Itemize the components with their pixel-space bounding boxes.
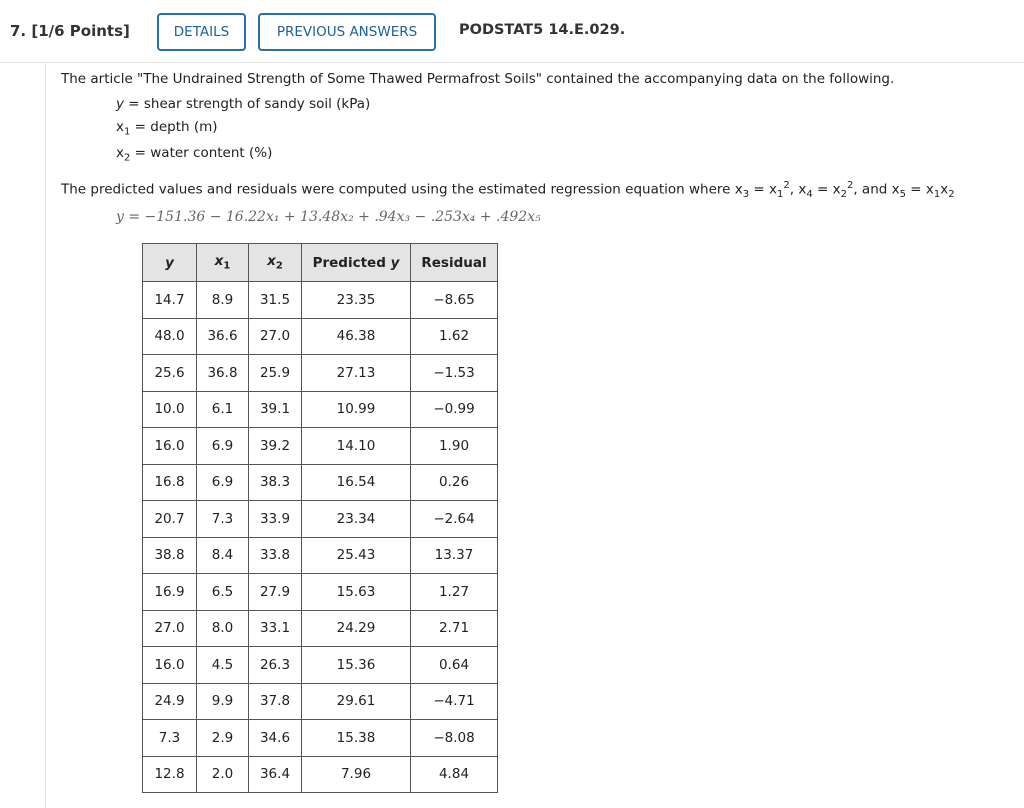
- cell-residual: 1.62: [411, 318, 498, 355]
- header-predicted-y: Predicted y: [302, 244, 411, 282]
- table-row: [143, 391, 498, 428]
- table-row: [143, 282, 498, 319]
- cell-predicted: 14.10: [302, 428, 411, 465]
- cell-predicted: 24.29: [302, 610, 411, 647]
- cell-y: 16.0: [143, 428, 197, 465]
- regression-equation: y = −151.36 − 16.22x₁ + 13.48x₂ + .94x₃ − .253x₄ + .492x₅: [116, 209, 541, 225]
- cell-residual: 1.27: [411, 574, 498, 611]
- cell-x1: 4.5: [197, 647, 249, 684]
- cell-x1: 7.3: [197, 501, 249, 538]
- header-residual: Residual: [411, 244, 498, 282]
- cell-x2: 37.8: [249, 683, 302, 720]
- table-row: [143, 537, 498, 574]
- cell-y: 16.0: [143, 647, 197, 684]
- cell-residual: 0.64: [411, 647, 498, 684]
- problem-code: PODSTAT5 14.E.029.: [459, 22, 626, 38]
- table-row: [143, 647, 498, 684]
- cell-x2: 27.9: [249, 574, 302, 611]
- cell-residual: 4.84: [411, 756, 498, 793]
- table-row: [143, 720, 498, 757]
- cell-y: 48.0: [143, 318, 197, 355]
- cell-x2: 27.0: [249, 318, 302, 355]
- cell-x1: 6.5: [197, 574, 249, 611]
- cell-y: 16.8: [143, 464, 197, 501]
- cell-x2: 33.8: [249, 537, 302, 574]
- table-row: [143, 610, 498, 647]
- cell-predicted: 10.99: [302, 391, 411, 428]
- cell-residual: 1.90: [411, 428, 498, 465]
- cell-y: 24.9: [143, 683, 197, 720]
- table-row: [143, 756, 498, 793]
- table-row: [143, 428, 498, 465]
- definition-x1: $x_1$ = depth (m): [116, 119, 218, 138]
- cell-x2: 33.1: [249, 610, 302, 647]
- cell-y: 7.3: [143, 720, 197, 757]
- table-row: [143, 574, 498, 611]
- header-x2: $x_2$: [249, 244, 302, 282]
- cell-x2: 31.5: [249, 282, 302, 319]
- cell-residual: 0.26: [411, 464, 498, 501]
- question-header: [0, 0, 1024, 63]
- cell-x1: 2.0: [197, 756, 249, 793]
- cell-y: 20.7: [143, 501, 197, 538]
- cell-residual: −8.08: [411, 720, 498, 757]
- cell-x1: 2.9: [197, 720, 249, 757]
- cell-residual: −0.99: [411, 391, 498, 428]
- cell-residual: −4.71: [411, 683, 498, 720]
- table-row: [143, 355, 498, 392]
- cell-x2: 39.2: [249, 428, 302, 465]
- cell-x2: 39.1: [249, 391, 302, 428]
- cell-y: 27.0: [143, 610, 197, 647]
- cell-y: 38.8: [143, 537, 197, 574]
- cell-x2: 36.4: [249, 756, 302, 793]
- cell-x1: 6.9: [197, 428, 249, 465]
- cell-x2: 34.6: [249, 720, 302, 757]
- cell-y: 10.0: [143, 391, 197, 428]
- cell-predicted: 29.61: [302, 683, 411, 720]
- cell-predicted: 23.35: [302, 282, 411, 319]
- cell-y: 25.6: [143, 355, 197, 392]
- cell-predicted: 46.38: [302, 318, 411, 355]
- data-table: [142, 243, 498, 793]
- definition-y: y = shear strength of sandy soil (kPa): [116, 96, 371, 112]
- details-button[interactable]: DETAILS: [157, 13, 246, 51]
- table-row: [143, 318, 498, 355]
- cell-x1: 6.9: [197, 464, 249, 501]
- cell-x1: 36.8: [197, 355, 249, 392]
- cell-y: 14.7: [143, 282, 197, 319]
- cell-x1: 9.9: [197, 683, 249, 720]
- cell-predicted: 23.34: [302, 501, 411, 538]
- table-header-row: [143, 244, 498, 282]
- header-y: y: [143, 244, 197, 282]
- cell-residual: −2.64: [411, 501, 498, 538]
- cell-residual: −1.53: [411, 355, 498, 392]
- table-row: [143, 501, 498, 538]
- cell-predicted: 15.36: [302, 647, 411, 684]
- cell-predicted: 15.63: [302, 574, 411, 611]
- cell-residual: 2.71: [411, 610, 498, 647]
- question-body: [45, 63, 1024, 808]
- cell-residual: −8.65: [411, 282, 498, 319]
- cell-x2: 26.3: [249, 647, 302, 684]
- cell-x1: 36.6: [197, 318, 249, 355]
- header-x1: $x_1$: [197, 244, 249, 282]
- cell-x2: 25.9: [249, 355, 302, 392]
- table-row: [143, 683, 498, 720]
- cell-predicted: 7.96: [302, 756, 411, 793]
- cell-x2: 38.3: [249, 464, 302, 501]
- cell-residual: 13.37: [411, 537, 498, 574]
- cell-predicted: 27.13: [302, 355, 411, 392]
- cell-y: 16.9: [143, 574, 197, 611]
- cell-predicted: 25.43: [302, 537, 411, 574]
- cell-predicted: 16.54: [302, 464, 411, 501]
- cell-x1: 8.9: [197, 282, 249, 319]
- predicted-statement: The predicted values and residuals were computed using the estimated regression equation where $x_3 = x_1^2$, $x_4 = x_2^2$, and $x_5 = x_1x_2$: [61, 180, 955, 201]
- cell-x1: 6.1: [197, 391, 249, 428]
- previous-answers-button[interactable]: PREVIOUS ANSWERS: [258, 13, 436, 51]
- cell-x1: 8.0: [197, 610, 249, 647]
- question-number: 7. [1/6 Points]: [10, 22, 130, 40]
- problem-intro: The article "The Undrained Strength of Some Thawed Permafrost Soils" contained the accompanying data on the following.: [61, 71, 895, 87]
- cell-y: 12.8: [143, 756, 197, 793]
- definition-x2: $x_2$ = water content (%): [116, 145, 273, 164]
- cell-x1: 8.4: [197, 537, 249, 574]
- table-row: [143, 464, 498, 501]
- points-label: [1/6 Points]: [31, 22, 130, 40]
- cell-predicted: 15.38: [302, 720, 411, 757]
- cell-x2: 33.9: [249, 501, 302, 538]
